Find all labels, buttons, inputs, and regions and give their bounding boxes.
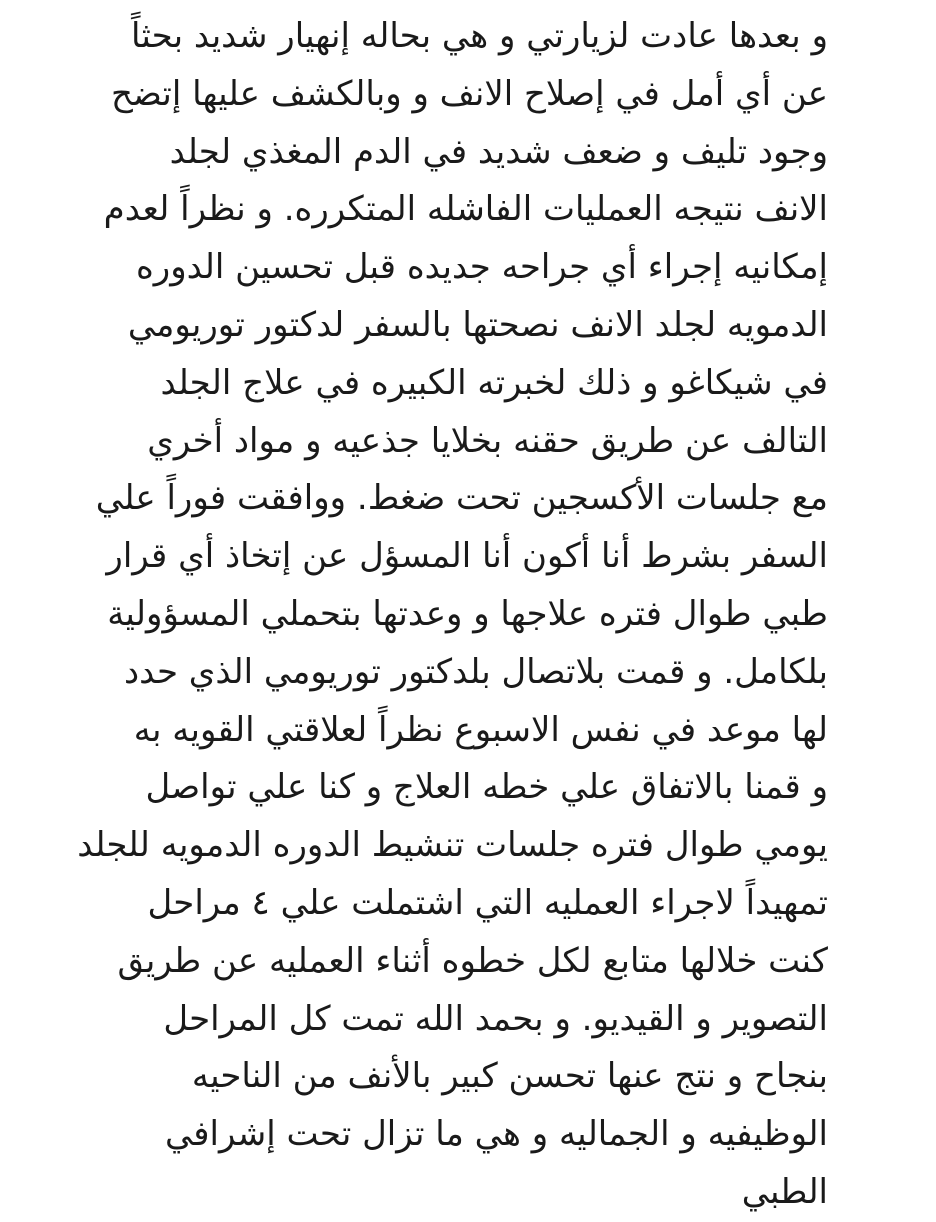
text-line: الدمويه لجلد الانف نصحتها بالسفر لدكتور توريومي [127,304,828,345]
text-line: في شيكاغو و ذلك لخبرته الكبيره في علاج الجلد [160,362,828,403]
text-line: وجود تليف و ضعف شديد في الدم المغذي لجلد [169,131,828,172]
text-line: التصوير و القيديو. و بحمد الله تمت كل المراحل [163,998,828,1039]
arabic-paragraph [28,8,828,1222]
text-line: و قمنا بالاتفاق علي خطه العلاج و كنا علي تواصل [145,767,828,808]
text-line: التالف عن طريق حقنه بخلايا جذعيه و مواد أخري [147,420,828,461]
text-line: السفر بشرط أنا أكون أنا المسؤل عن إتخاذ أي قرار [106,536,828,577]
text-line: لها موعد في نفس الاسبوع نظراً لعلاقتي القويه به [133,709,828,750]
text-line: الانف نتيجه العمليات الفاشله المتكرره. و نظراً لعدم [103,189,828,230]
text-line: بلكامل. و قمت بلاتصال بلدكتور توريومي الذي حدد [123,651,828,692]
text-line: يومي طوال فتره جلسات تنشيط الدوره الدمويه للجلد [77,825,828,866]
text-line: طبي طوال فتره علاجها و وعدتها بتحملي المسؤولية [107,593,828,634]
text-line: بنجاح و نتج عنها تحسن كبير بالأنف من الناحيه [191,1056,828,1097]
text-line: إمكانيه إجراء أي جراحه جديده قبل تحسين الدوره [135,247,828,288]
text-line: تمهيداً لاجراء العمليه التي اشتملت علي ٤ مراحل [147,882,828,923]
text-line: الطبي [741,1171,828,1212]
text-line: عن أي أمل في إصلاح الانف و وبالكشف عليها إتضح [110,73,828,114]
text-line: الوظيفيه و الجماليه و هي ما تزال تحت إشرافي [164,1114,828,1155]
text-line: و بعدها عادت لزيارتي و هي بحاله إنهيار شديد بحثاً [131,16,828,56]
text-line: كنت خلالها متابع لكل خطوه أثناء العمليه عن طريق [117,940,828,981]
text-line: مع جلسات الأكسجين تحت ضغط. ووافقت فوراً علي [95,478,828,519]
